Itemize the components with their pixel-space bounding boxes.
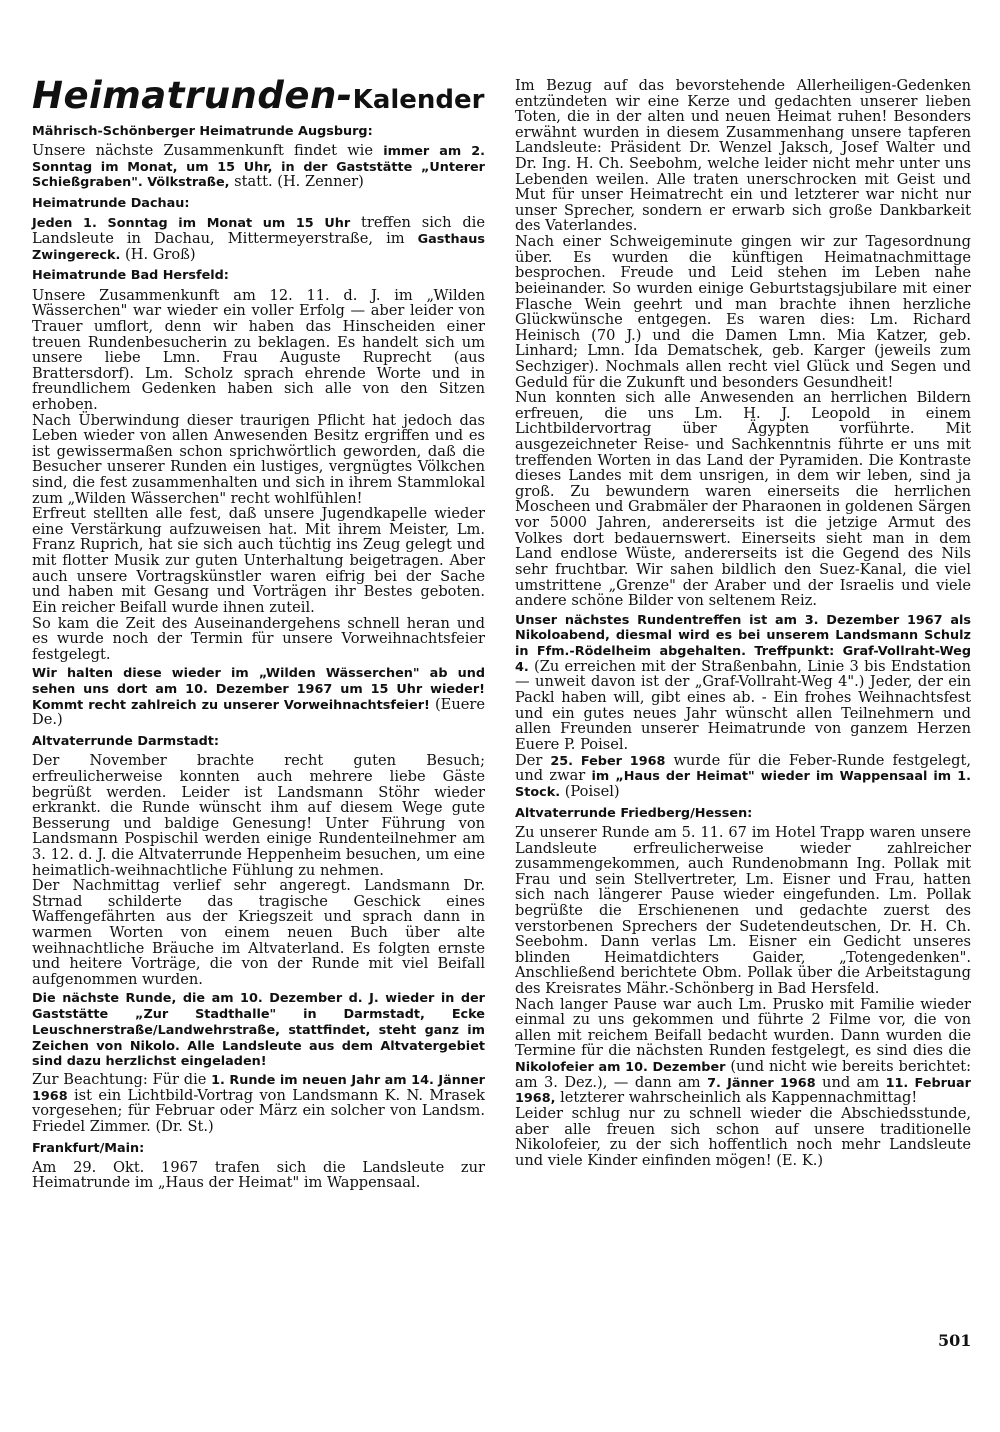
- paragraph-bold-announcement: Die nächste Runde, die am 10. Dezember d. J. wieder in der Gaststätte „Zur Stadthalle" in Darmstadt, Ecke Leuschnerstraße/Landwehrstraße, stattfindet, steht ganz im Zeichen von Nikolo. Alle Landsleute aus dem Altvatergebiet sind dazu herzlichst eingeladen!: [32, 991, 485, 1070]
- heading-darmstadt: Altvaterrunde Darmstadt:: [32, 734, 219, 749]
- paragraph-augsburg: Unsere nächste Zusammenkunft findet wie immer am 2. Sonntag im Monat, um 15 Uhr, in der Gaststätte „Unterer Schießgraben". Völkstraße, statt. (H. Zenner): [32, 141, 485, 191]
- left-column: [32, 75, 485, 1191]
- paragraph: Erfreut stellten alle fest, daß unsere Jugendkapelle wieder eine Verstärkung aufzuweisen hat. Mit ihrem Meister, Lm. Franz Ruprich, hat sie sich auch tüchtig ins Zeug gelegt und mit flotter Musik zur guten Unterhaltung beigetragen. Aber auch unsere Vortragskünstler waren eifrig bei der Sache und haben mit Gesang und Vorträgen ihr Bestes geboten. Ein reicher Beifall wurde ihnen zuteil.: [32, 505, 485, 616]
- right-column: [515, 78, 971, 1169]
- paragraph: Zu unserer Runde am 5. 11. 67 im Hotel Trapp waren unsere Landsleute erfreulicherweise wieder zahlreicher zusammengekommen, auch Rundenobmann Ing. Pollak mit Frau und sein Stellvertreter, Lm. Eisner und Frau, hatten sich nach längerer Pause wieder eingefunden. Lm. Pollak begrüßte die Erschienenen und gedachte zuerst des verstorbenen Sprechers der Sudetendeutschen, Dr. H. Ch. Seebohm. Dann verlas Lm. Eisner ein Gedicht unseres blinden Heimatdichters Gaider, „Totengedenken". Anschließend berichtete Obm. Pollak über die Arbeitstagung des Kreisrates Mähr.-Schönberg in Bad Hersfeld.: [515, 823, 971, 998]
- page-number: 501: [938, 1331, 972, 1350]
- paragraph: Nach langer Pause war auch Lm. Prusko mit Familie wieder einmal zu uns gekommen und führte 2 Filme vor, die von allen mit reichem Beifall bedacht wurden. Dann wurden die Termine für die nächsten Runden festgelegt, es sind dies die Nikolofeier am 10. Dezember (und nicht wie bereits berichtet: am 3. Dez.), — dann am 7. Jänner 1968 und am 11. Februar 1968, letzterer wahrscheinlich als Kappennachmittag!: [515, 995, 971, 1107]
- title-sub: Kalender: [352, 85, 485, 115]
- paragraph: So kam die Zeit des Auseinandergehens schnell heran und es wurde noch der Termin für unsere Vorweihnachtsfeier festgelegt.: [32, 614, 485, 663]
- paragraph: Leider schlug nur zu schnell wieder die Abschiedsstunde, aber alle freuen sich schon auf unsere traditionelle Nikolofeier, zu der sich hoffentlich noch mehr Landsleute und viele Kinder einfinden mögen! (E. K.): [515, 1105, 971, 1169]
- heading-frankfurt: Frankfurt/Main:: [32, 1140, 145, 1156]
- heading-friedberg: Altvaterrunde Friedberg/Hessen:: [515, 805, 753, 821]
- paragraph: Nach einer Schweigeminute gingen wir zur Tagesordnung über. Es wurden die künftigen Heimatnachmittage besprochen. Freude und Leid stehen im Leben nahe beieinander. So wurden einige Geburtstagsjubilare mit einer Flasche Wein geehrt und man brachte ihnen herzliche Glückwünsche entgegen. Es waren dies: Lm. Richard Heinisch (70 J.) und die Damen Lmn. Mia Katzer, geb. Linhard; Lmn. Ida Dematschek, geb. Karger (jeweils zum Sechziger). Nochmals allen recht viel Glück und Segen und Geduld für die Zukunft und besonders Gesundheit!: [515, 233, 971, 391]
- paragraph-bold-announcement: Unser nächstes Rundentreffen ist am 3. Dezember 1967 als Nikoloabend, diesmal wird es bei unserem Landsmann Schulz in Ffm.-Rödelheim abgehalten. Treffpunkt: Graf-Vollraht-Weg 4. (Zu erreichen mit der Straßenbahn, Linie 3 bis Endstation — unweit davon ist der „Graf-Vollraht-Weg 4".) Jeder, der ein Packl haben will, gibt eines ab. - Ein frohes Weihnachtsfest und ein gutes neues Jahr wünscht allen Teilnehmern und allen Freunden unserer Heimatrunde von ganzem Herzen Euere P. Poisel.: [515, 612, 971, 753]
- heading-augsburg: Mährisch-Schönberger Heimatrunde Augsburg:: [32, 123, 373, 139]
- paragraph: Der 25. Feber 1968 wurde für die Feber-Runde festgelegt, und zwar im „Haus der Heimat" wieder im Wappensaal im 1. Stock. (Poisel): [515, 751, 971, 800]
- heading-bad-hersfeld: Heimatrunde Bad Hersfeld:: [32, 268, 229, 284]
- page-title: [32, 75, 485, 118]
- paragraph: Nach Überwindung dieser traurigen Pflicht hat jedoch das Leben wieder von allen Anwesenden Besitz ergriffen und es ist gewissermaßen schon sprichwörtlich geworden, daß die Besucher unserer Runden ein lustiges, vergnügtes Völkchen sind, die fest zusammenhalten und sich in ihrem Stammlokal zum „Wilden Wässerchen" recht wohlfühlen!: [32, 411, 485, 507]
- paragraph-bold-announcement: Wir halten diese wieder im „Wilden Wässerchen" ab und sehen uns dort am 10. Dezember 1967 um 15 Uhr wieder! Kommt recht zahlreich zu unserer Vorweihnachtsfeier! (Euere De.): [32, 666, 485, 729]
- paragraph: Der Nachmittag verlief sehr angeregt. Landsmann Dr. Strnad schilderte das tragische Geschick eines Waffengefährten aus der Kriegszeit und sprach dann in warmen Worten von einem neuen Buch über alte weihnachtliche Bräuche im Altvaterland. Es folgten ernste und heitere Vorträge, die von der Runde mit viel Beifall aufgenommen wurden.: [32, 877, 485, 988]
- paragraph: Im Bezug auf das bevorstehende Allerheiligen-Gedenken entzündeten wir eine Kerze und gedachten unserer lieben Toten, die in der alten und neuen Heimat ruhen! Besonders erwähnt wurden in diesem Zusammenhang unsere tapferen Landsleute: Präsident Dr. Wenzel Jaksch, Josef Walter und Dr. Ing. H. Ch. Seebohm, welche leider nicht mehr unter uns Lebenden weilen. Alle traten unerschrocken mit Geist und Mut für unser Heimatrecht ein und letzterer war nicht nur unser Sprecher, sondern er erwarb sich große Dankbarkeit des Vaterlandes.: [515, 77, 971, 235]
- heading-dachau: Heimatrunde Dachau:: [32, 195, 190, 211]
- paragraph: Unsere Zusammenkunft am 12. 11. d. J. im „Wilden Wässerchen" war wieder ein voller Erfolg — aber leider von Trauer umflort, denn wir haben das Hinscheiden einer treuen Rundenbesucherin zu beklagen. Es handelt sich um unsere liebe Lmn. Frau Auguste Ruprecht (aus Brattersdorf). Lm. Scholz sprach ehrende Worte und in freundlichem Gedenken haben sich alle von den Sitzen erhoben.: [32, 286, 485, 413]
- paragraph: Der November brachte recht guten Besuch; erfreulicherweise konnten auch mehrere liebe Gäste begrüßt werden. Leider ist Landsmann Stöhr wieder erkrankt. die Runde wünscht ihm auf diesem Wege gute Besserung und baldige Genesung! Unter Führung von Landsmann Pospischil werden einige Rundenteilnehmer am 3. 12. d. J. die Altvaterrunde Heppenheim besuchen, um eine heimatlich-weihnachtliche Fühlung zu nehmen.: [32, 752, 485, 879]
- paragraph: Nun konnten sich alle Anwesenden an herrlichen Bildern erfreuen, die uns Lm. H. J. Leopold in einem Lichtbildervortrag über Ägypten vorführte. Mit ausgezeichneter Reise- und Sachkenntnis führte er uns mit treffenden Worten in das Land der Pyramiden. Die Kontraste dieses Landes mit dem unsrigen, in dem wir leben, sind ja groß. Zu bewundern waren einerseits die herrlichen Moscheen und Grabmäler der Pharaonen in goldenen Särgen vor 5000 Jahren, andererseits ist die jetzige Armut des Volkes dort bedauernswert. Einerseits sieht man in dem Land endlose Wüste, andererseits ist die Gegend des Nils sehr fruchtbar. Wir sahen bildlich den Suez-Kanal, die viel umstrittene „Grenze" der Araber und der Israelis und viele andere schöne Bilder von seltenem Reiz.: [515, 389, 971, 610]
- paragraph: Zur Beachtung: Für die 1. Runde im neuen Jahr am 14. Jänner 1968 ist ein Lichtbild-Vortrag von Landsmann K. N. Mrasek vorgesehen; für Februar oder März ein solcher von Landsm. Friedel Zimmer. (Dr. St.): [32, 1070, 485, 1135]
- paragraph: Am 29. Okt. 1967 trafen sich die Landsleute zur Heimatrunde im „Haus der Heimat" im Wappensaal.: [32, 1158, 485, 1192]
- title-main: Heimatrunden-: [32, 74, 353, 117]
- paragraph-dachau: Jeden 1. Sonntag im Monat um 15 Uhr treffen sich die Landsleute in Dachau, Mittermeyerstraße, im Gasthaus Zwingereck. (H. Groß): [32, 214, 485, 263]
